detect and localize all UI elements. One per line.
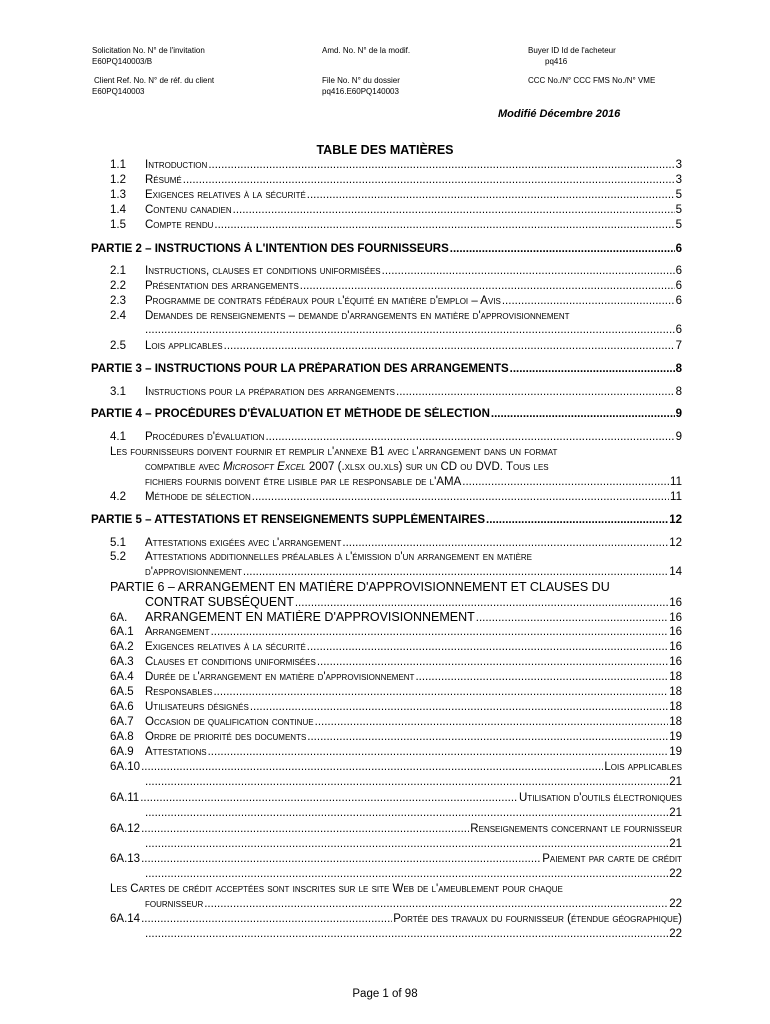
toc-text: Durée de l'arrangement en matière d'approvisionnement — [145, 671, 415, 683]
toc-entry[interactable] — [110, 912, 682, 926]
toc-page: 22 — [669, 898, 682, 910]
toc-entry[interactable] — [110, 791, 682, 805]
toc-num: 6A.11 — [110, 792, 140, 804]
toc-part-heading[interactable] — [91, 362, 682, 376]
toc-entry[interactable] — [110, 730, 682, 744]
toc-entry-line[interactable] — [110, 445, 682, 459]
toc-num: 2.5 — [110, 340, 126, 352]
toc-entry[interactable] — [110, 536, 682, 550]
toc-page: 9 — [675, 431, 682, 443]
toc-page: 3 — [675, 174, 682, 186]
ccc-label: CCC No./N° CCC FMS No./N° VME — [528, 76, 656, 85]
page-footer: Page 1 of 98 — [352, 988, 418, 1000]
toc-page: 12 — [669, 514, 682, 526]
toc-entry[interactable] — [110, 385, 682, 399]
toc-page: 11 — [670, 491, 682, 503]
toc-entry[interactable] — [110, 685, 682, 699]
toc-text: Instructions, clauses et conditions uniformisées — [145, 265, 381, 277]
toc-num: 1.4 — [110, 204, 126, 216]
toc-text: PARTIE 2 – INSTRUCTIONS À L'INTENTION DES FOURNISSEURS — [91, 243, 449, 255]
toc-page: 6 — [675, 280, 682, 292]
toc-entry[interactable] — [110, 173, 682, 187]
toc-text: Attestations additionnelles préalables à l'émission d'un arrangement en matière — [145, 551, 533, 563]
toc-page: 21 — [669, 838, 682, 850]
toc-text: Compte rendu — [145, 219, 214, 231]
toc-entry[interactable] — [110, 625, 682, 639]
toc-text: Programme de contrats fédéraux pour l'équité en matière d'emploi – Avis — [145, 295, 501, 307]
toc-page: 16 — [669, 641, 682, 653]
toc-num: 6A.5 — [110, 686, 134, 698]
toc-entry[interactable] — [110, 188, 682, 202]
toc-entry-continuation[interactable] — [145, 323, 682, 337]
toc-num: 4.1 — [110, 431, 126, 443]
toc-num: 1.1 — [110, 159, 126, 171]
toc-page: 18 — [669, 701, 682, 713]
toc-text: Occasion de qualification continue — [145, 716, 314, 728]
toc-entry[interactable] — [110, 294, 682, 308]
toc-page: 5 — [675, 204, 682, 216]
toc-entry[interactable] — [110, 490, 682, 504]
toc-num: 6A.9 — [110, 746, 134, 758]
toc-page: 8 — [675, 386, 682, 398]
toc-page: 21 — [669, 776, 682, 788]
toc-page: 18 — [669, 716, 682, 728]
toc-page: 7 — [675, 340, 682, 352]
toc-page: 5 — [675, 189, 682, 201]
client-value: E60PQ140003 — [92, 87, 145, 96]
toc-text: d'approvisionnement — [145, 566, 242, 578]
file-value: pq416.E60PQ140003 — [322, 87, 399, 96]
toc-entry[interactable] — [110, 700, 682, 714]
toc-entry[interactable] — [110, 822, 682, 836]
toc-text: CONTRAT SUBSÉQUENT — [145, 595, 294, 609]
toc-page: 21 — [669, 807, 682, 819]
toc-num: 6A.8 — [110, 731, 134, 743]
toc-text: compatible avec — [145, 461, 223, 473]
toc-title: TABLE DES MATIÈRES — [316, 143, 454, 157]
toc-text: Ordre de priorité des documents — [145, 731, 307, 743]
toc-page: 22 — [669, 868, 682, 880]
solicitation-label: Solicitation No. N° de l'invitation — [92, 46, 205, 55]
toc-num: 2.1 — [110, 265, 126, 277]
toc-text: PARTIE 3 – INSTRUCTIONS POUR LA PRÉPARATION DES ARRANGEMENTS — [91, 363, 509, 375]
toc-text: Renseignements concernant le fournisseur — [470, 823, 682, 835]
toc-text: Résumé — [145, 174, 182, 186]
toc-entry[interactable] — [110, 218, 682, 232]
toc-num: 6A.1 — [110, 626, 134, 638]
toc-num: 1.5 — [110, 219, 126, 231]
toc-text: Utilisation d'outils électroniques — [519, 792, 682, 804]
toc-text: Arrangement — [145, 626, 210, 638]
toc-num: 3.1 — [110, 386, 126, 398]
toc-page: 19 — [669, 746, 682, 758]
toc-entry-line[interactable] — [145, 897, 682, 911]
solicitation-value: E60PQ140003/B — [92, 57, 153, 66]
toc-entry[interactable] — [110, 655, 682, 669]
toc-num: 1.2 — [110, 174, 126, 186]
toc-num: 4.2 — [110, 491, 126, 503]
toc-num: 6A.12 — [110, 823, 141, 835]
toc-text: Méthode de sélection — [145, 491, 251, 503]
amd-label: Amd. No. N° de la modif. — [322, 46, 411, 55]
toc-num: 6A.6 — [110, 701, 134, 713]
toc-entry-line[interactable] — [145, 867, 682, 881]
toc-page: 6 — [675, 265, 682, 277]
toc-entry[interactable] — [110, 279, 682, 293]
toc-entry-line[interactable] — [145, 806, 682, 820]
toc-page: 6 — [675, 324, 682, 336]
toc-part-heading[interactable] — [91, 407, 682, 421]
toc-page: 6 — [675, 243, 682, 255]
toc-text: PARTIE 6 – ARRANGEMENT EN MATIÈRE D'APPROVISIONNEMENT ET CLAUSES DU — [110, 580, 610, 594]
toc-entry[interactable] — [110, 745, 682, 759]
toc-num: 6A.14 — [110, 913, 141, 925]
toc-num: 1.3 — [110, 189, 126, 201]
toc-num: 6A.4 — [110, 671, 134, 683]
toc-page: 16 — [669, 612, 682, 624]
toc-entry[interactable] — [110, 760, 682, 774]
toc-page: 9 — [675, 408, 682, 420]
toc-text: Les fournisseurs doivent fournir et remplir l'annexe B1 avec l'arrangement dans un format — [110, 446, 558, 458]
toc-text: Lois applicables — [604, 761, 682, 773]
toc-entry[interactable] — [110, 610, 682, 625]
toc-entry-line[interactable] — [145, 927, 682, 941]
toc-text: ARRANGEMENT EN MATIÈRE D'APPROVISIONNEMENT — [145, 610, 475, 624]
file-label: File No. N° du dossier — [322, 76, 400, 85]
toc-text: fournisseur — [145, 898, 204, 910]
toc-entry-line[interactable] — [145, 565, 682, 579]
toc-text: Introduction — [145, 159, 208, 171]
toc-entry[interactable] — [110, 158, 682, 172]
toc-text: Les Cartes de crédit acceptées sont inscrites sur le site Web de l'ameublement pour chaque — [110, 883, 563, 895]
toc-entry[interactable] — [110, 264, 682, 278]
toc-num: 5.2 — [110, 551, 126, 563]
toc-page: 22 — [669, 928, 682, 940]
modified-date: Modifié Décembre 2016 — [498, 108, 621, 120]
toc-text: 2007 (.xlsx ou.xls) sur un CD ou DVD. Tous les — [305, 461, 549, 473]
toc-page: 6 — [675, 295, 682, 307]
toc-part-heading[interactable] — [110, 580, 682, 594]
client-label: Client Ref. No. N° de réf. du client — [94, 76, 215, 85]
toc-num: 2.4 — [110, 310, 126, 322]
toc-text: Contenu canadien — [145, 204, 232, 216]
toc-entry-line[interactable] — [145, 775, 682, 789]
toc-text: Portée des travaux du fournisseur (étendue géographique) — [393, 913, 682, 925]
toc-entry[interactable] — [110, 430, 682, 444]
toc-part-heading[interactable] — [91, 242, 682, 256]
toc-page: 8 — [675, 363, 682, 375]
toc-entry-line[interactable] — [145, 595, 682, 610]
toc-text: Responsables — [145, 686, 213, 698]
toc-text: Clauses et conditions uniformisées — [145, 656, 316, 668]
toc-text: Procédures d'évaluation — [145, 431, 265, 443]
toc-page: 18 — [669, 671, 682, 683]
toc-num: 6A.10 — [110, 761, 141, 773]
toc-text: fichiers fournis doivent être lisible par le responsable de l'AMA — [145, 476, 462, 488]
toc-entry[interactable] — [110, 550, 682, 564]
toc-entry-line[interactable] — [145, 460, 682, 474]
toc-text: PARTIE 4 – PROCÉDURES D'ÉVALUATION ET MÉTHODE DE SÉLECTION — [91, 408, 490, 420]
toc-entry[interactable] — [110, 309, 682, 323]
buyer-label: Buyer ID Id de l'acheteur — [528, 46, 616, 55]
toc-page: 12 — [669, 537, 682, 549]
toc-num: 6A.13 — [110, 853, 141, 865]
toc-text: Exigences relatives à la sécurité — [145, 641, 306, 653]
toc-page: 16 — [669, 597, 682, 609]
toc-text: Utilisateurs désignés — [145, 701, 249, 713]
toc-text: Attestations exigées avec l'arrangement — [145, 537, 342, 549]
toc-text: Instructions pour la préparation des arrangements — [145, 386, 396, 398]
toc-entry-line[interactable] — [145, 475, 682, 489]
toc-num: 5.1 — [110, 537, 126, 549]
toc-text: PARTIE 5 – ATTESTATIONS ET RENSEIGNEMENTS SUPPLÉMENTAIRES — [91, 514, 486, 526]
toc-text: Exigences relatives à la sécurité — [145, 189, 306, 201]
toc-page: 19 — [669, 731, 682, 743]
toc-entry[interactable] — [110, 339, 682, 353]
toc-entry[interactable] — [110, 715, 682, 729]
toc-page: 16 — [669, 626, 682, 638]
toc-entry-line[interactable] — [145, 837, 682, 851]
toc-page: 18 — [669, 686, 682, 698]
toc-num: 6A.3 — [110, 656, 134, 668]
toc-entry[interactable] — [110, 852, 682, 866]
toc-text: Lois applicables — [145, 340, 223, 352]
toc-page: 5 — [675, 219, 682, 231]
toc-page: 16 — [669, 656, 682, 668]
toc-entry-line[interactable] — [110, 882, 682, 896]
toc-num: 6A.7 — [110, 716, 134, 728]
toc-entry[interactable] — [110, 670, 682, 684]
toc-num: 6A.2 — [110, 641, 134, 653]
toc-num: 2.3 — [110, 295, 126, 307]
toc-text: Demandes de renseignements – demande d'arrangements en matière d'approvisionnement — [145, 310, 570, 322]
toc-page: 3 — [675, 159, 682, 171]
toc-text-italic: Microsoft Excel — [222, 461, 306, 473]
buyer-value: pq416 — [545, 57, 568, 66]
toc-page: 11 — [670, 476, 682, 488]
toc-num: 2.2 — [110, 280, 126, 292]
toc-entry[interactable] — [110, 640, 682, 654]
toc-text: Présentation des arrangements — [145, 280, 299, 292]
toc-text: Attestations — [145, 746, 207, 758]
toc-part-heading[interactable] — [91, 513, 682, 527]
toc-text: Paiement par carte de crédit — [542, 853, 682, 865]
toc-entry[interactable] — [110, 203, 682, 217]
toc-page: 14 — [669, 566, 682, 578]
toc-num: 6A. — [110, 612, 128, 624]
